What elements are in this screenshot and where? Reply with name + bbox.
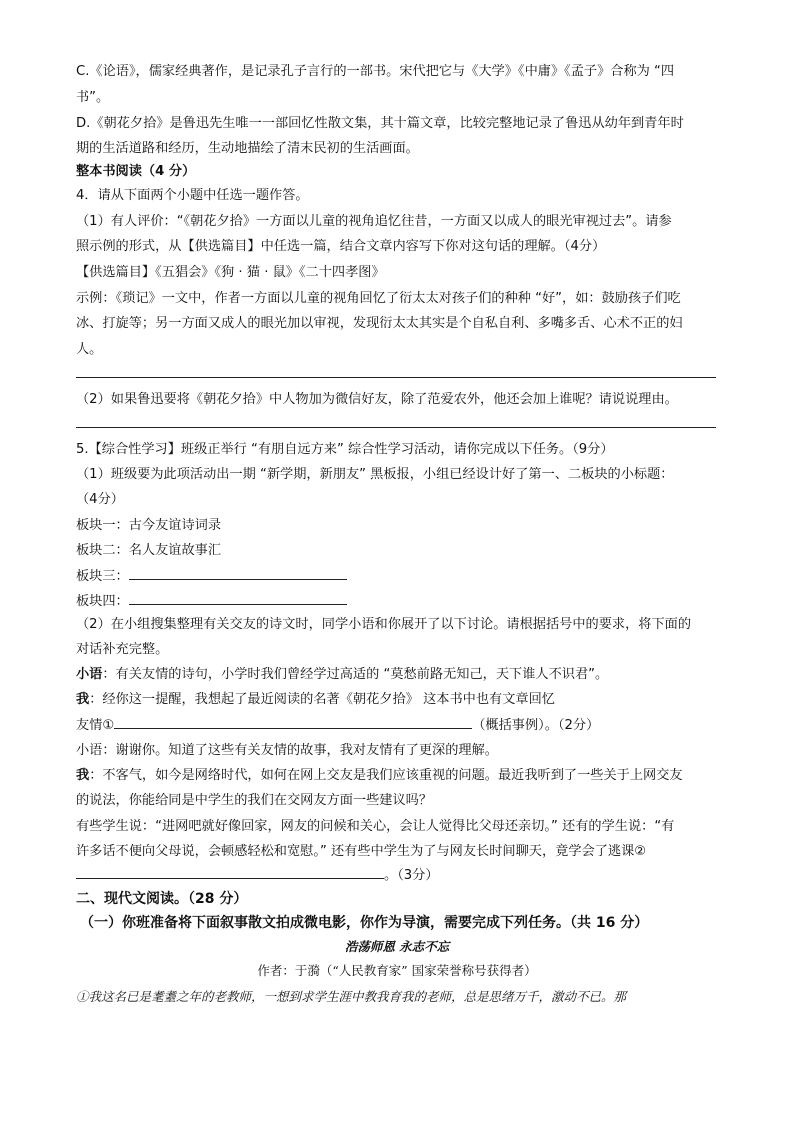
dialogue-text: ：经你这一提醒，我想起了最近阅读的名著《朝花夕拾》 这本书中也有文章回忆 (89, 692, 555, 707)
question-5-1-line2: （4分） (76, 492, 124, 507)
block-3-row (76, 567, 726, 587)
example-line1: 示例：《琐记》一文中，作者一方面以儿童的视角回忆了衍太太对孩子们的种种 “好”，如：鼓励孩子们吃 (76, 291, 681, 306)
speaker-me: 我 (76, 692, 90, 707)
dialogue-text: ：有关友情的诗句，小学时我们曾经学过高适的 “莫愁前路无知己，天下谁人不识君”。 (102, 667, 609, 682)
dialogue-me-2a (76, 766, 726, 786)
question-5: 5.【综合性学习】班级正举行 “有朋自远方来” 综合性学习活动，请你完成以下任务。（9分） (76, 442, 614, 457)
block-4-blank[interactable] (129, 592, 347, 605)
dialogue-text: （概括事例）。（2分） (472, 718, 600, 733)
block-4-row (76, 592, 726, 612)
question-4-1-line1: （1）有人评价：“《朝花夕拾》一方面以儿童的视角追忆往昔，一方面又以成人的眼光审视过去”。请参 (76, 214, 672, 229)
answer-blank-2[interactable] (76, 866, 384, 879)
option-d-line1: D.《朝花夕拾》是鲁迅先生唯一一部回忆性散文集，其十篇文章，比较完整地记录了鲁迅从幼年到青年时 (76, 116, 684, 131)
block-2: 板块二：名人友谊故事汇 (76, 543, 222, 558)
dialogue-text: 友情① (76, 718, 115, 733)
block-4-label: 板块四： (76, 594, 129, 609)
option-c-line1: C.《论语》，儒家经典著作，是记录孔子言行的一部书。宋代把它与《大学》《中庸》《孟子》合称为 “四 (76, 64, 675, 79)
dialogue-text: ：不客气，如今是网络时代，如何在网上交友是我们应该重视的问题。最近我听到了一些关于上网交友 (89, 768, 683, 783)
block-3-blank[interactable] (129, 567, 347, 580)
example-line2: 冰、打旋等；另一方面又成人的眼光加以审视，发现衍太太其实是个自私自利、多嘴多舌、心术不正的妇 (76, 316, 683, 331)
points-label: 。（3分） (384, 868, 439, 883)
students-line1: 有些学生说：“进网吧就好像回家，网友的问候和关心，会让人觉得比父母还亲切。” 还有的学生说：“有 (76, 819, 675, 834)
question-4-2: （2）如果鲁迅要将《朝花夕拾》中人物加为微信好友，除了范爱农外，他还会加上谁呢？请说说理由。 (76, 392, 678, 407)
article-author: 作者：于漪（“人民教育家” 国家荣誉称号获得者） (257, 963, 537, 978)
students-line2: 许多话不便向父母说，会顿感轻松和宽慰。” 还有些中学生为了与网友长时间聊天，竟学会了逃课② (76, 844, 647, 859)
subsection-1-heading: （一）你班准备将下面叙事散文拍成微电影，你作为导演，需要完成下列任务。（共 16 分） (80, 915, 649, 931)
article-paragraph-1: ①我这名已是耄耋之年的老教师，一想到求学生涯中教我育我的老师，总是思绪万千，激动不已。那 (76, 989, 627, 1004)
speaker-me: 我 (76, 768, 90, 783)
question-5-2-line1: （2）在小组搜集整理有关交友的诗文时，同学小语和你展开了以下讨论。请根据括号中的要求，将下面的 (76, 617, 692, 632)
question-4-options: 【供选篇目】《五猖会》《狗 · 猫 · 鼠》《二十四孝图》 (76, 265, 385, 280)
example-line3: 人。 (76, 342, 103, 357)
question-5-1-line1: （1）班级要为此项活动出一期 “新学期，新朋友” 黑板报，小组已经设计好了第一、二板块的小标题： (76, 467, 674, 482)
speaker-xiaoyu: 小语 (76, 667, 103, 682)
question-5-2-line2: 对话补充完整。 (76, 642, 169, 657)
section-2-heading: 二、现代文阅读。（28 分） (76, 891, 248, 907)
dialogue-me-2b: 的说法，你能给同是中学生的我们在交网友方面一些建议吗？ (76, 793, 433, 808)
question-4: 4．请从下面两个小题中任选一题作答。 (76, 188, 309, 203)
dialogue-text: ：谢谢你。知道了这些有关友情的故事，我对友情有了更深的理解。 (102, 743, 498, 758)
option-c-line2: 书”。 (76, 90, 110, 105)
block-1: 板块一：古今友谊诗词录 (76, 518, 222, 533)
speaker-xiaoyu: 小语 (76, 743, 103, 758)
dialogue-xiaoyu-1 (76, 665, 726, 685)
students-line3 (76, 866, 726, 886)
answer-blank-1[interactable] (114, 716, 472, 729)
dialogue-xiaoyu-2 (76, 741, 726, 761)
answer-line-4-1[interactable] (76, 377, 716, 378)
answer-line-4-2[interactable] (76, 427, 716, 428)
section-whole-book-reading: 整本书阅读（4 分） (76, 164, 196, 179)
article-title: 浩荡师恩 永志不忘 (344, 939, 450, 954)
block-3-label: 板块三： (76, 569, 129, 584)
question-4-1-line2: 照示例的形式，从【供选篇目】中任选一篇，结合文章内容写下你对这句话的理解。（4分） (76, 239, 606, 254)
option-d-line2: 期的生活道路和经历，生动地描绘了清末民初的生活画面。 (76, 141, 419, 156)
dialogue-me-1 (76, 690, 726, 710)
dialogue-me-1b (76, 716, 726, 736)
